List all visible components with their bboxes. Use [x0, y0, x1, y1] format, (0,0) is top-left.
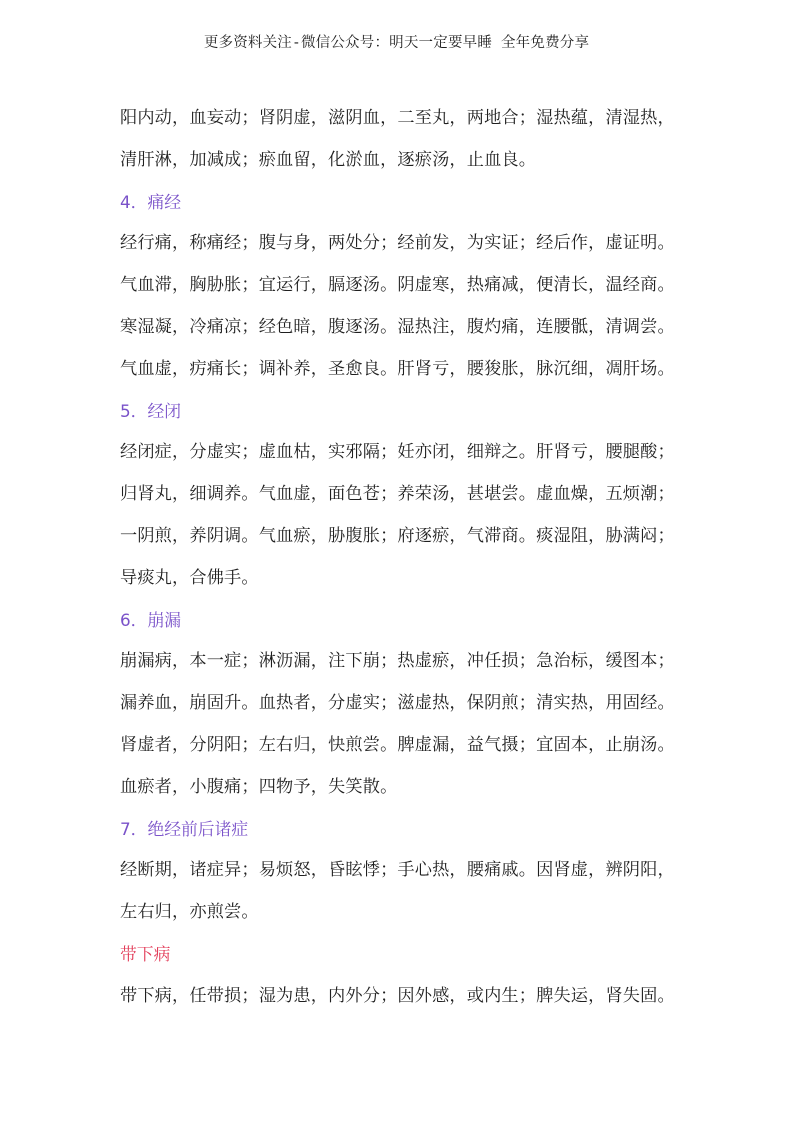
- document-body: [120, 101, 680, 1021]
- text-line: 经断期，诸症异；易烦怒，昏眩悸；手心热，腰痛戚。因肾虚，辨阴阳，: [120, 860, 675, 881]
- text-line: 带下病，任带损；湿为患，内外分；因外感，或内生；脾失运，肾失固。: [120, 985, 675, 1006]
- section-heading: 5．经闭: [120, 400, 182, 421]
- section-heading: 7．绝经前后诸症: [120, 818, 249, 839]
- text-line: 血瘀者，小腹痛；四物予，失笑散。: [120, 776, 398, 797]
- section-metrorrhagia: [120, 603, 680, 812]
- section-dysmenorrhea: [120, 185, 680, 394]
- text-line: 崩漏病，本一症；淋沥漏，注下崩；热虚瘀，冲任损；急治标，缓图本；: [120, 651, 675, 672]
- section-heading: 4．痛经: [120, 191, 182, 212]
- text-line: 气血滞，胸胁胀；宜运行，膈逐汤。阴虚寒，热痛减，便清长，温经商。: [120, 275, 675, 296]
- section-leukorrhea: [120, 937, 680, 1021]
- text-line: 漏养血，崩固升。血热者，分虚实；滋虚热，保阴煎；清实热，用固经。: [120, 693, 675, 714]
- text-line: 经行痛，称痛经；腹与身，两处分；经前发，为实证；经后作，虚证明。: [120, 233, 675, 254]
- text-line: 导痰丸，合佛手。: [120, 567, 259, 588]
- intro-block: [120, 101, 680, 185]
- text-line: 气血虚，疠痛长；调补养，圣愈良。肝肾亏，腰狻胀，脉沉细，凋肝场。: [120, 358, 675, 379]
- text-line: 一阴煎，养阴调。气血瘀，胁腹胀；府逐瘀，气滞商。痰湿阻，胁满闷；: [120, 525, 675, 546]
- section-heading: 6．崩漏: [120, 609, 182, 630]
- text-line: 清肝淋，加减成；瘀血留，化淤血，逐瘀汤，止血良。: [120, 149, 537, 170]
- text-line: 左右归，亦煎尝。: [120, 902, 259, 923]
- header-note: 更多资料关注-微信公众号：明天一定要早睡 全年免费分享: [203, 35, 590, 51]
- text-line: 阳内动，血妄动；肾阴虚，滋阴血，二至丸，两地合；湿热蕴，清湿热，: [120, 108, 675, 128]
- text-line: 归肾丸，细调养。气血虚，面色苍；养荣汤，甚堪尝。虚血燥，五烦潮；: [120, 484, 675, 505]
- section-heading: 带下病: [120, 943, 171, 964]
- section-amenorrhea: [120, 394, 680, 603]
- section-menopause: [120, 812, 680, 937]
- text-line: 经闭症，分虚实；虚血枯，实邪隔；妊亦闭，细辩之。肝肾亏，腰腿酸；: [120, 442, 675, 463]
- text-line: 肾虚者，分阴阳；左右归，快煎尝。脾虚漏，益气摄；宜固本，止崩汤。: [120, 734, 675, 755]
- text-line: 寒湿凝，冷痛凉；经色暗，腹逐汤。湿热注，腹灼痛，连腰骶，清调尝。: [120, 316, 675, 337]
